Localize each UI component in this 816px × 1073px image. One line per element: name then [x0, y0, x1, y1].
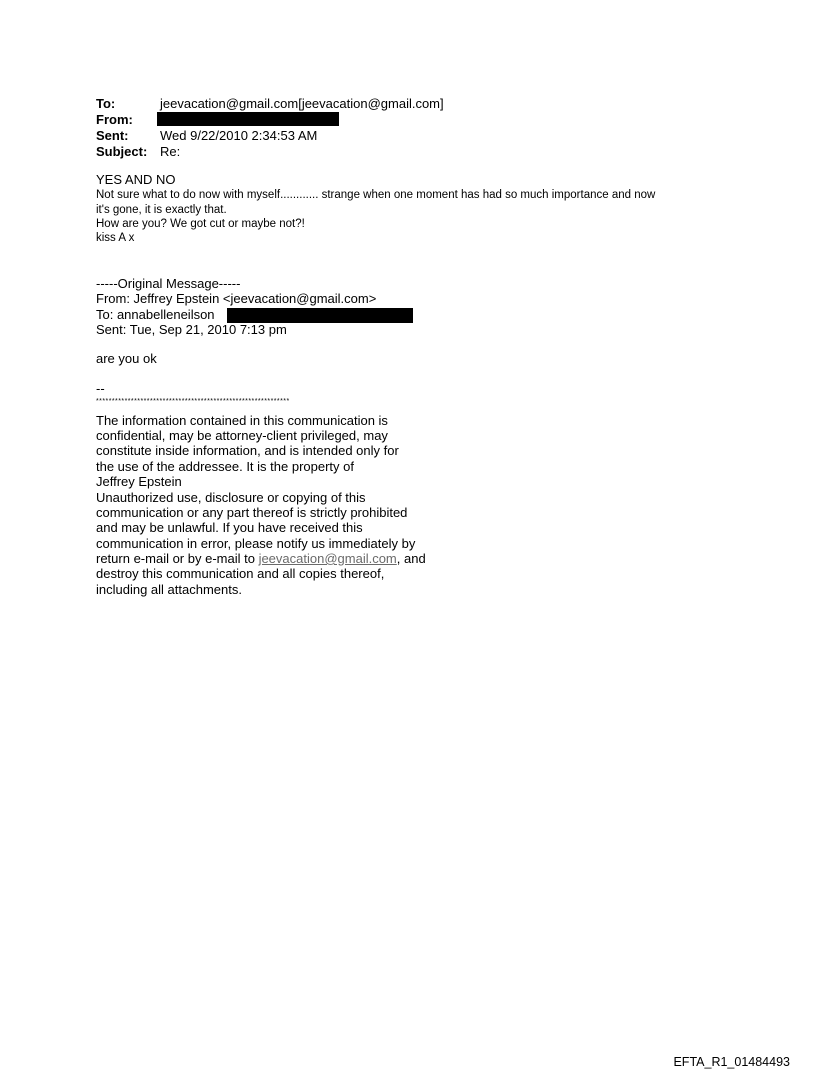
reply-line-4: How are you? We got cut or maybe not?!	[96, 218, 305, 230]
to-label: To:	[96, 96, 116, 111]
disclaimer-stars: *************************************************************	[96, 398, 290, 405]
disclaimer-line-12: including all attachments.	[96, 582, 242, 597]
disclaimer-line-3: constitute inside information, and is intended only for	[96, 443, 399, 458]
reply-line-3: it's gone, it is exactly that.	[96, 204, 227, 216]
subject-label: Subject:	[96, 144, 148, 159]
original-body: are you ok	[96, 351, 157, 366]
disclaimer-line-8: and may be unlawful. If you have received this	[96, 520, 363, 535]
disclaimer-line-11: destroy this communication and all copies thereof,	[96, 566, 385, 581]
disclaimer-line-6: Unauthorized use, disclosure or copying of this	[96, 490, 366, 505]
sent-label: Sent:	[96, 128, 129, 143]
email-link[interactable]: jeevacation@gmail.com	[258, 551, 397, 566]
original-to: To: annabelleneilson	[96, 307, 215, 322]
signature-dashes: --	[96, 381, 105, 396]
reply-line-1: YES AND NO	[96, 172, 176, 187]
disclaimer-line-1: The information contained in this communication is	[96, 413, 388, 428]
redaction-to	[227, 308, 413, 323]
subject-value: Re:	[160, 144, 181, 159]
disclaimer-line-10	[96, 551, 426, 567]
document-id: EFTA_R1_01484493	[673, 1055, 790, 1069]
disclaimer-line-10-suffix: , and	[396, 551, 426, 566]
reply-line-5: kiss A x	[96, 232, 135, 244]
redaction-from	[157, 112, 339, 126]
original-from: From: Jeffrey Epstein <jeevacation@gmail.com>	[96, 291, 377, 306]
disclaimer-line-4: the use of the addressee. It is the property of	[96, 459, 354, 474]
original-sent: Sent: Tue, Sep 21, 2010 7:13 pm	[96, 322, 287, 337]
sent-value: Wed 9/22/2010 2:34:53 AM	[160, 128, 318, 143]
disclaimer-line-5: Jeffrey Epstein	[96, 474, 182, 489]
reply-line-2: Not sure what to do now with myself............ strange when one moment has had so much importance and now	[96, 189, 656, 201]
original-separator: -----Original Message-----	[96, 276, 241, 291]
disclaimer-line-9: communication in error, please notify us immediately by	[96, 536, 416, 551]
disclaimer-line-7: communication or any part thereof is strictly prohibited	[96, 505, 408, 520]
disclaimer-line-2: confidential, may be attorney-client privileged, may	[96, 428, 388, 443]
to-value: jeevacation@gmail.com[jeevacation@gmail.com]	[160, 96, 444, 111]
disclaimer-line-10-prefix: return e-mail or by e-mail to	[96, 551, 259, 566]
from-label: From:	[96, 112, 133, 127]
